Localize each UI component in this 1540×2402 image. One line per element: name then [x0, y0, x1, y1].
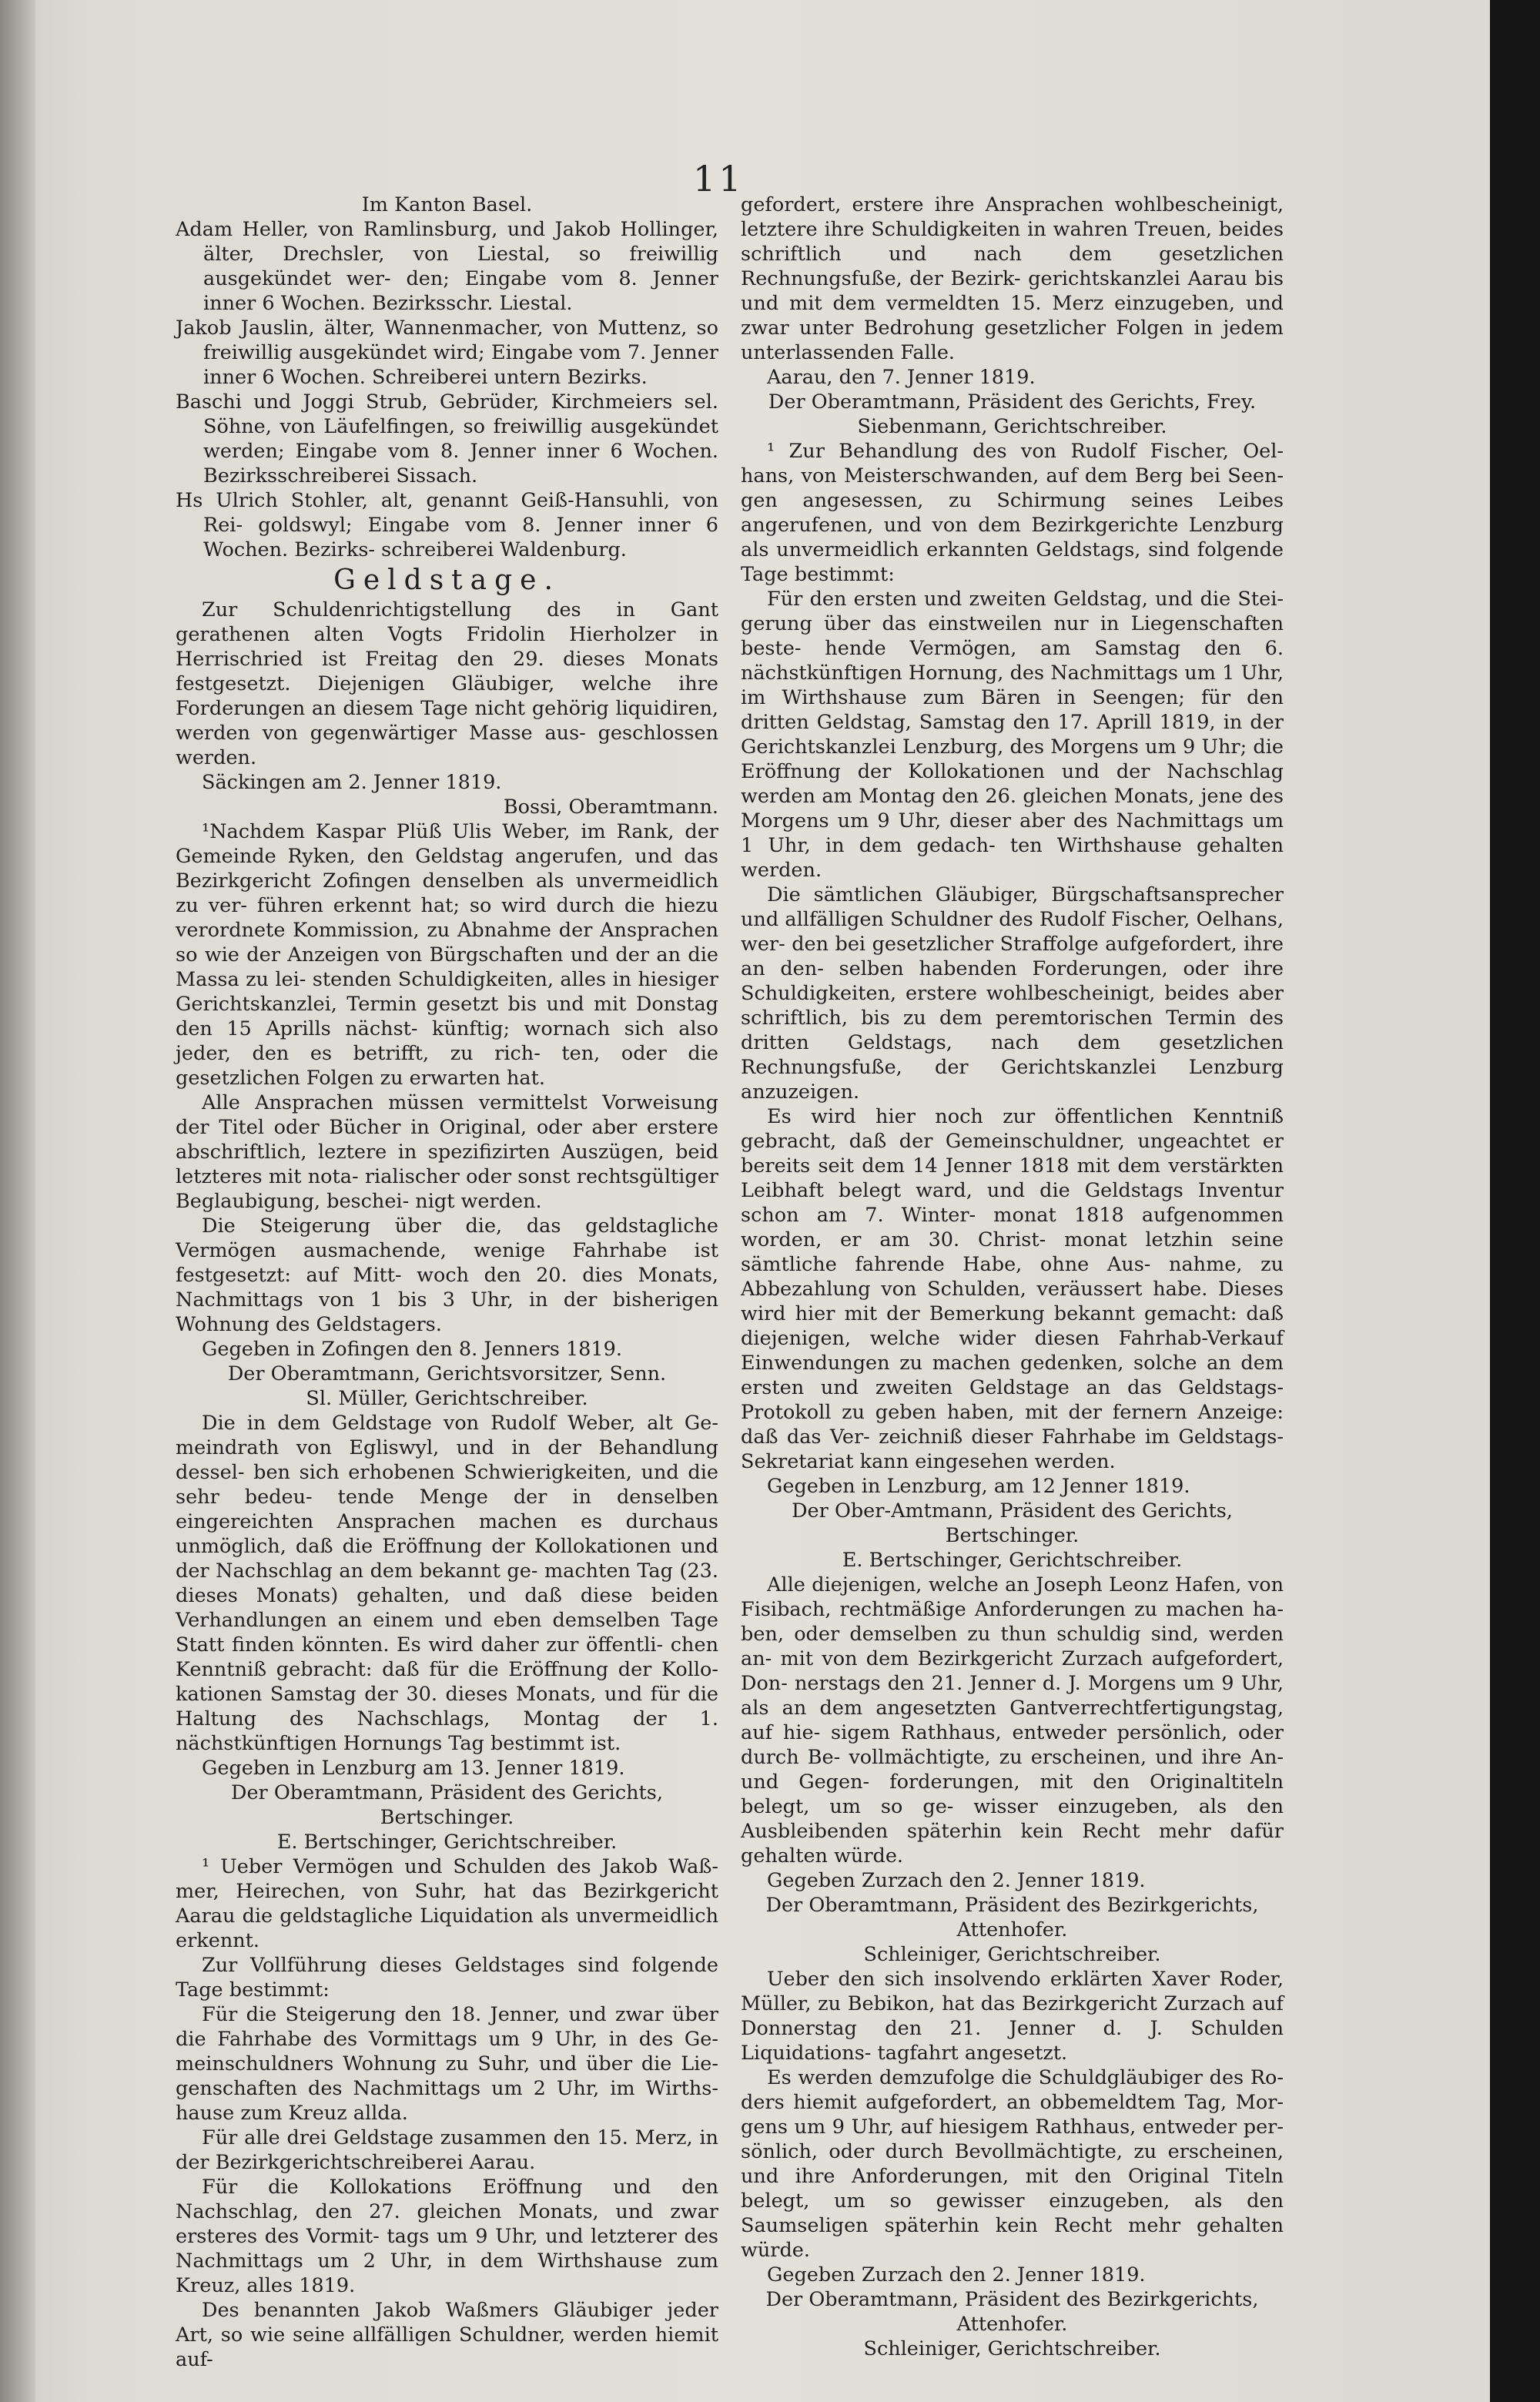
paragraph-r20: Schleiniger, Gerichtschreiber. [863, 2337, 1161, 2360]
paragraph-l22: Für die Kollokations Eröffnung und den Nachschlag, den 27. gleichen Monats, und zwar ersteres des Vormit- tags um 9 Uhr, und letzterer des Nachmittags um 2 Uhr, in dem Wirthshause zum Kreuz, alles 1819. [176, 2176, 718, 2297]
paragraph-r14: Der Oberamtmann, Präsident des Bezirkgerichts, Attenhofer. [765, 1894, 1259, 1941]
paragraph-l20: Für die Steigerung den 18. Jenner, und zwar über die Fahrhabe des Vormittags um 9 Uhr, in des Ge- meinschuldners Wohnung zu Suhr, und über die Lie- genschaften des Nachmittags um 2 Uhr, im Wirths- hause zum Kreuz allda. [176, 2003, 718, 2125]
paragraph-l7: Bossi, Oberamtmann. [503, 796, 718, 819]
paragraph-l2: Jakob Jauslin, älter, Wannenmacher, von Muttenz, so freiwillig ausgekündet wird; Eingabe vom 7. Jenner inner 6 Wochen. Schreiberei untern Bezirks. [176, 317, 718, 389]
left-column [176, 193, 718, 2372]
paragraph-r10: Der Ober-Amtmann, Präsident des Gerichts, Bertschinger. [792, 1499, 1233, 1547]
paragraph-l17: E. Bertschinger, Gerichtschreiber. [276, 1831, 618, 1854]
paragraph-l9: Alle Ansprachen müssen vermittelst Vorweisung der Titel oder Bücher in Original, oder aber erstere abschriftlich, leztere in spezifizirten Auszügen, beid letzteres mit nota- rialischer oder sonst rechtsgültiger Beglaubigung, beschei- nigt werden. [176, 1091, 718, 1213]
paragraph-l10: Die Steigerung über die, das geldstagliche Vermögen ausmachende, wenige Fahrhabe ist festgesetzt: auf Mitt- woch den 20. dies Monats, Nachmittags von 1 bis 3 Uhr, in der bisherigen Wohnung des Geldstagers. [176, 1214, 718, 1336]
paragraph-l12: Der Oberamtmann, Gerichtsvorsitzer, Senn. [227, 1362, 667, 1385]
paragraph-canton: Im Kanton Basel. [361, 193, 533, 216]
paragraph-r6: Für den ersten und zweiten Geldstag, und die Stei- gerung über das einstweilen nur in Liegenschaften beste- hende Vermögen, am Samstag den 6. nächstkünftigen Hornung, des Nachmittags um 1 Uhr, im Wirthshause zum Bären in Seengen; für den dritten Geldstag, Samstag den 17. Aprill 1819, in der Gerichtskanzlei Lenzburg, des Morgens um 9 Uhr; die Eröffnung der Kollokationen und der Nachschlag werden am Montag den 26. gleichen Monats, jene des Morgens um 9 Uhr, dieser aber des Nachmittags um 1 Uhr, in dem gedach- ten Wirthshause gehalten werden. [741, 588, 1284, 882]
paragraph-l5: Zur Schuldenrichtigstellung des in Gant gerathenen alten Vogts Fridolin Hierholzer in Herrischried ist Freitag den 29. dieses Monats festgesetzt. Diejenigen Gläubiger, welche ihre Forderungen an diesem Tage nicht gehörig liquidiren, werden von gegenwärtiger Masse aus- geschlossen werden. [176, 598, 718, 769]
paragraph-r2: Aarau, den 7. Jenner 1819. [767, 366, 1036, 389]
paragraph-r16: Ueber den sich insolvendo erklärten Xaver Roder, Müller, zu Bebikon, hat das Bezirkgericht Zurzach auf Donnerstag den 21. Jenner d. J. Schulden Liquidations- tagfahrt angesetzt. [741, 1968, 1284, 2065]
paragraph-l23: Des benannten Jakob Waßmers Gläubiger jeder Art, so wie seine allfälligen Schuldner, werden hiemit auf- [176, 2299, 718, 2371]
paragraph-l18: ¹ Ueber Vermögen und Schulden des Jakob Waß- mer, Heirechen, von Suhr, hat das Bezirkgericht Aarau die geldstagliche Liquidation als unvermeidlich erkennt. [176, 1855, 718, 1952]
paragraph-r4: Siebenmann, Gerichtschreiber. [857, 415, 1167, 438]
paragraph-l21: Für alle drei Geldstage zusammen den 15. Merz, in der Bezirkgerichtschreiberei Aarau. [176, 2126, 718, 2174]
paragraph-l16: Der Oberamtmann, Präsident des Gerichts, Bertschinger. [231, 1781, 663, 1829]
paragraph-l19: Zur Vollführung dieses Geldstages sind folgende Tage bestimmt: [176, 1954, 718, 2002]
paragraph-r18: Gegeben Zurzach den 2. Jenner 1819. [767, 2263, 1146, 2286]
paragraph-l13: Sl. Müller, Gerichtschreiber. [306, 1387, 588, 1410]
paragraph-l11: Gegeben in Zofingen den 8. Jenners 1819. [202, 1338, 622, 1361]
page-binding-edge [0, 0, 35, 2402]
paragraph-l15: Gegeben in Lenzburg am 13. Jenner 1819. [202, 1757, 625, 1780]
paragraph-r19: Der Oberamtmann, Präsident des Bezirkgerichts, Attenhofer. [765, 2288, 1259, 2336]
paragraph-r13: Gegeben Zurzach den 2. Jenner 1819. [767, 1869, 1146, 1892]
right-column [741, 193, 1284, 2361]
paragraph-l8: ¹Nachdem Kaspar Plüß Ulis Weber, im Rank, der Gemeinde Ryken, den Geldstag angerufen, und das Bezirkgericht Zofingen denselben als unvermeidlich zu ver- führen erkennt hat; so wird durch die hiezu verordnete Kommission, zu Abnahme der Ansprachen so wie der Anzeigen von Bürgschaften und der an die Massa zu lei- stenden Schuldigkeiten, alles in hiesiger Gerichtskanzlei, Termin gesetzt bis und mit Donstag den 15 Aprills nächst- künftig; wornach sich also jeder, den es betrifft, zu rich- ten, oder die gesetzlichen Folgen zu erwarten hat. [176, 820, 718, 1090]
paragraph-r12: Alle diejenigen, welche an Joseph Leonz Hafen, von Fisibach, rechtmäßige Anforderungen zu machen ha- ben, oder demselben zu thun schuldig sind, werden an- mit von dem Bezirkgericht Zurzach aufgefordert, Don- nerstags den 21. Jenner d. J. Morgens um 9 Uhr, als an dem angesetzten Gantverrechtfertigungstag, auf hie- sigem Rathhaus, entweder persönlich, oder durch Be- vollmächtigte, zu erscheinen, und ihre An- und Gegen- forderungen, mit den Originaltiteln belegt, um so ge- wisser einzugeben, als den Ausbleibenden späterhin kein Recht mehr dafür gehalten würde. [741, 1573, 1284, 1868]
paragraph-r7: Die sämtlichen Gläubiger, Bürgschaftsansprecher und allfälligen Schuldner des Rudolf Fischer, Oelhans, wer- den bei gesetzlicher Straffolge aufgefordert, ihre an den- selben habenden Forderungen, oder ihre Schuldigkeiten, erstere wohlbescheinigt, beides aber schriftlich, bis zu dem peremtorischen Termin des dritten Geldstags, nach dem gesetzlichen Rechnungsfuße, der Gerichtskanzlei Lenzburg anzuzeigen. [741, 883, 1284, 1104]
paragraph-r11: E. Bertschinger, Gerichtschreiber. [842, 1549, 1183, 1572]
page-number: 11 [693, 158, 745, 199]
paragraph-geldstage: Geldstage. [333, 564, 561, 596]
paragraph-l6: Säckingen am 2. Jenner 1819. [202, 771, 502, 794]
paragraph-r1: gefordert, erstere ihre Ansprachen wohlbescheinigt, letztere ihre Schuldigkeiten in wahren Treuen, beides schriftlich und nach dem gesetzlichen Rechnungsfuße, der Bezirk- gerichtskanzlei Aarau bis und mit dem vermeldten 15. Merz einzugeben, und zwar unter Bedrohung gesetzlicher Folgen in jedem unterlassenden Falle. [741, 193, 1284, 364]
paragraph-l3: Baschi und Joggi Strub, Gebrüder, Kirchmeiers sel. Söhne, von Läufelfingen, so freiwillig ausgekündet werden; Eingabe vom 8. Jenner inner 6 Wochen. Bezirksschreiberei Sissach. [176, 390, 718, 487]
paragraph-r8: Es wird hier noch zur öffentlichen Kenntniß gebracht, daß der Gemeinschuldner, ungeachtet er bereits seit dem 14 Jenner 1818 mit dem verstärkten Leibhaft belegt ward, und die Geldstags Inventur schon am 7. Winter- monat 1818 aufgenommen worden, er am 30. Christ- monat letzhin seine sämtliche fahrende Habe, ohne Aus- nahme, zu Abbezahlung von Schulden, veräussert habe. Dieses wird hier mit der Bemerkung bekannt gemacht: daß diejenigen, welche wider diesen Fahrhab-Verkauf Einwendungen zu machen gedenken, solche an dem ersten und zweiten Geldstage an das Geldstags-Protokoll zu geben haben, mit der fernern Anzeige: daß das Ver- zeichniß dieser Fahrhabe im Geldstags-Sekretariat kann eingesehen werden. [741, 1105, 1284, 1473]
paragraph-l1: Adam Heller, von Ramlinsburg, und Jakob Hollinger, älter, Drechsler, von Liestal, so freiwillig ausgekündet wer- den; Eingabe vom 8. Jenner inner 6 Wochen. Bezirksschr. Liestal. [176, 218, 718, 315]
paragraph-l14: Die in dem Geldstage von Rudolf Weber, alt Ge- meindrath von Egliswyl, und in der Behandlung dessel- ben sich erhobenen Schwierigkeiten, und die sehr bedeu- tende Menge der in denselben eingereichten Ansprachen machen es durchaus unmöglich, daß die Eröffnung der Kollokationen und der Nachschlag an dem bekannt ge- machten Tag (23. dieses Monats) gehalten, und daß diese beiden Verhandlungen an einem und eben demselben Tage Statt finden könnten. Es wird daher zur öffentli- chen Kenntniß gebracht: daß für die Eröffnung der Kollo- kationen Samstag der 30. dieses Monats, und für die Haltung des Nachschlags, Montag der 1. nächstkünftigen Hornungs Tag bestimmt ist. [176, 1412, 718, 1755]
paragraph-r17: Es werden demzufolge die Schuldgläubiger des Ro- ders hiemit aufgefordert, an obbemeldtem Tag, Mor- gens um 9 Uhr, auf hiesigem Rathhaus, entweder per- sönlich, oder durch Bevollmächtigte, zu erscheinen, und ihre Anforderungen, mit den Original Titeln belegt, um so gewisser einzugeben, als den Saumseligen späterhin kein Recht mehr gehalten würde. [741, 2066, 1284, 2262]
paragraph-r3: Der Oberamtmann, Präsident des Gerichts, Frey. [768, 390, 1257, 414]
paragraph-r5: ¹ Zur Behandlung des von Rudolf Fischer, Oel- hans, von Meisterschwanden, auf dem Berg bei Seen- gen angesessen, zu Schirmung seines Leibes angerufenen, und von dem Bezirkgerichte Lenzburg als unvermeidlich erkannten Geldstags, sind folgende Tage bestimmt: [741, 440, 1284, 586]
paragraph-l4: Hs Ulrich Stohler, alt, genannt Geiß-Hansuhli, von Rei- goldswyl; Eingabe vom 8. Jenner inner 6 Wochen. Bezirks- schreiberei Waldenburg. [176, 489, 718, 561]
paragraph-r9: Gegeben in Lenzburg, am 12 Jenner 1819. [767, 1475, 1190, 1498]
paragraph-r15: Schleiniger, Gerichtschreiber. [863, 1943, 1161, 1966]
